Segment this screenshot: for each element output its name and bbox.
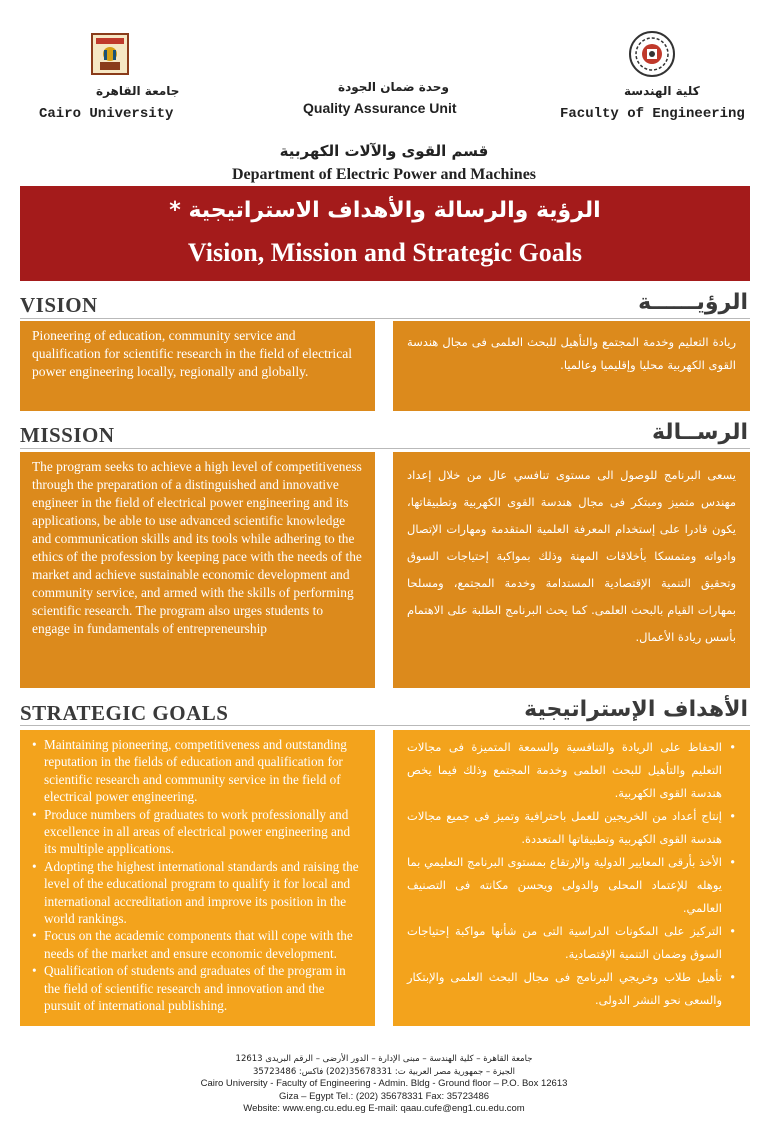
goals-heading-en: STRATEGIC GOALS xyxy=(20,701,229,725)
vision-text-ar: ريادة التعليم وخدمة المجتمع والتأهيل للبحث العلمى فى مجال هندسة القوى الكهربية محليا وإقليميا وعالميا. xyxy=(393,321,750,411)
goal-item-en: • Adopting the highest international standards and raising the level of the educational program to qualify it for local and international accreditation and improve its position in the world rankings. xyxy=(32,858,363,928)
title-banner xyxy=(20,186,750,281)
footer-phone-en: Giza – Egypt Tel.: (202) 35678331 Fax: 35723486 xyxy=(278,1090,490,1102)
banner-title-en: Vision, Mission and Strategic Goals xyxy=(187,238,583,267)
mission-text-en: The program seeks to achieve a high level of competitiveness through the preparation of a distinguished and innovative engineer in the field of electrical power engineering and its applications, be able to use advanced scientific knowledge and communication skills and its tools while adhering to the ethics of the profession by keeping pace with the needs of the market and achieve sustainable economic development and community service, and armed with the skills of performing scientific research. The program also urges students to engage in fundamentals of entrepreneurship xyxy=(20,452,375,688)
cairo-university-name-en: Cairo University xyxy=(39,106,174,122)
goals-list-en xyxy=(20,730,375,1026)
goal-item-en: • Focus on the academic components that will cope with the needs of the market and ensure economic development. xyxy=(32,927,363,962)
mission-heading-en: MISSION xyxy=(20,423,115,447)
quality-unit-name-ar: وحدة ضمان الجودة xyxy=(338,80,449,94)
faculty-name-ar: كلية الهندسة xyxy=(624,84,700,98)
department-title-en: Department of Electric Power and Machines xyxy=(231,166,537,183)
goal-item-en: • Qualification of students and graduates of the program in the field of scientific research and innovation and the pursuit of international publishing. xyxy=(32,962,363,1014)
goal-item-en: • Maintaining pioneering, competitiveness and outstanding reputation in the fields of education and qualification for scientific research and community service in the field of electrical power engineering. xyxy=(32,736,363,806)
department-title-ar: قسم القوى والآلات الكهربية xyxy=(279,142,489,160)
mission-text-ar: يسعى البرنامج للوصول الى مستوى تنافسي عال من خلال إعداد مهندس متميز ومبتكر فى مجال هندسة القوى الكهربية وتطبيقاتها، يكون قادرا على إستخدام المعرفة العلمية المتقدمة ومهارات الإتصال وادواته ومتمسكا بأخلاقات المهنة وذلك بمواكبة إحتياجات السوق وتحقيق التنمية الإقتصادية المستدامة وخدمة المجتمع، ومسلحا بمهارات القيام بالبحث العلمى. كما يحث البرنامج الطلبة على الاهتمام بأسس ريادة الأعمال. xyxy=(393,452,750,688)
mission-divider xyxy=(20,448,750,449)
goals-list-ar xyxy=(393,730,750,1026)
goal-item-ar: • الأخذ بأرقى المعايير الدولية والإرتقاع بمستوى البرنامج التعليمي بما يوهله للإعتماد المحلى والدولى ويحسن مكانته فى التصنيف العالمي. xyxy=(407,851,736,920)
goals-heading-ar: الأهداف الإستراتيجية xyxy=(524,697,748,722)
vision-heading-en: VISION xyxy=(20,293,98,317)
footer-address-en: Cairo University - Faculty of Engineering - Admin. Bldg - Ground floor – P.O. Box 12613 xyxy=(200,1078,568,1089)
vision-text-en: Pioneering of education, community service and qualification for scientific research in the field of electrical power engineering locally, regionally and globally. xyxy=(20,321,375,411)
mission-heading-ar: الرســالة xyxy=(651,420,748,445)
faculty-of-engineering-seal-icon xyxy=(628,30,676,78)
footer-address-ar: جامعة القاهرة – كلية الهندسة – مبنى الإدارة – الدور الأرضى – الرقم البريدى 12613 xyxy=(235,1054,533,1064)
goals-divider xyxy=(20,725,750,726)
banner-title-ar: الرؤية والرسالة والأهداف الاستراتيجية * xyxy=(169,198,601,223)
vision-divider xyxy=(20,318,750,319)
footer-phone-ar: الجيزة – جمهورية مصر العربية ت: 35678331(202) فاكس: 35723486 xyxy=(252,1066,516,1077)
goal-item-ar: • إنتاج أعداد من الخريجين للعمل باحترافية وتميز فى جميع مجالات هندسة القوى الكهربية وتطبيقاتها المتعددة. xyxy=(407,805,736,851)
goal-item-ar: • التركيز على المكونات الدراسية التى من شأنها مواكبة إحتياجات السوق وضمان التنمية الإقتصادية. xyxy=(407,920,736,966)
cairo-university-name-ar: جامعة القاهرة xyxy=(96,84,180,98)
quality-unit-name-en: Quality Assurance Unit xyxy=(303,100,457,116)
cairo-university-logo-icon xyxy=(86,30,134,78)
footer-contact xyxy=(0,1053,768,1116)
goal-item-en: • Produce numbers of graduates to work professionally and excellence in all areas of electrical power engineering and its multiple applications. xyxy=(32,806,363,858)
footer-web-email[interactable]: Website: www.eng.cu.edu.eg E-mail: qaau.cufe@eng1.cu.edu.com xyxy=(243,1103,525,1114)
goal-item-ar: • تأهيل طلاب وخريجي البرنامج فى مجال البحث العلمى والإبتكار والسعى نحو النشر الدولى. xyxy=(407,966,736,1012)
goal-item-ar: • الحفاظ على الريادة والتنافسية والسمعة المتميزة فى مجالات التعليم والتأهيل للبحث العلمى وخدمة المجتمع وذلك فيما يخص هندسة القوى الكهربية. xyxy=(407,736,736,805)
faculty-name-en: Faculty of Engineering xyxy=(560,106,745,122)
vision-heading-ar: الرؤيــــــة xyxy=(638,290,748,315)
